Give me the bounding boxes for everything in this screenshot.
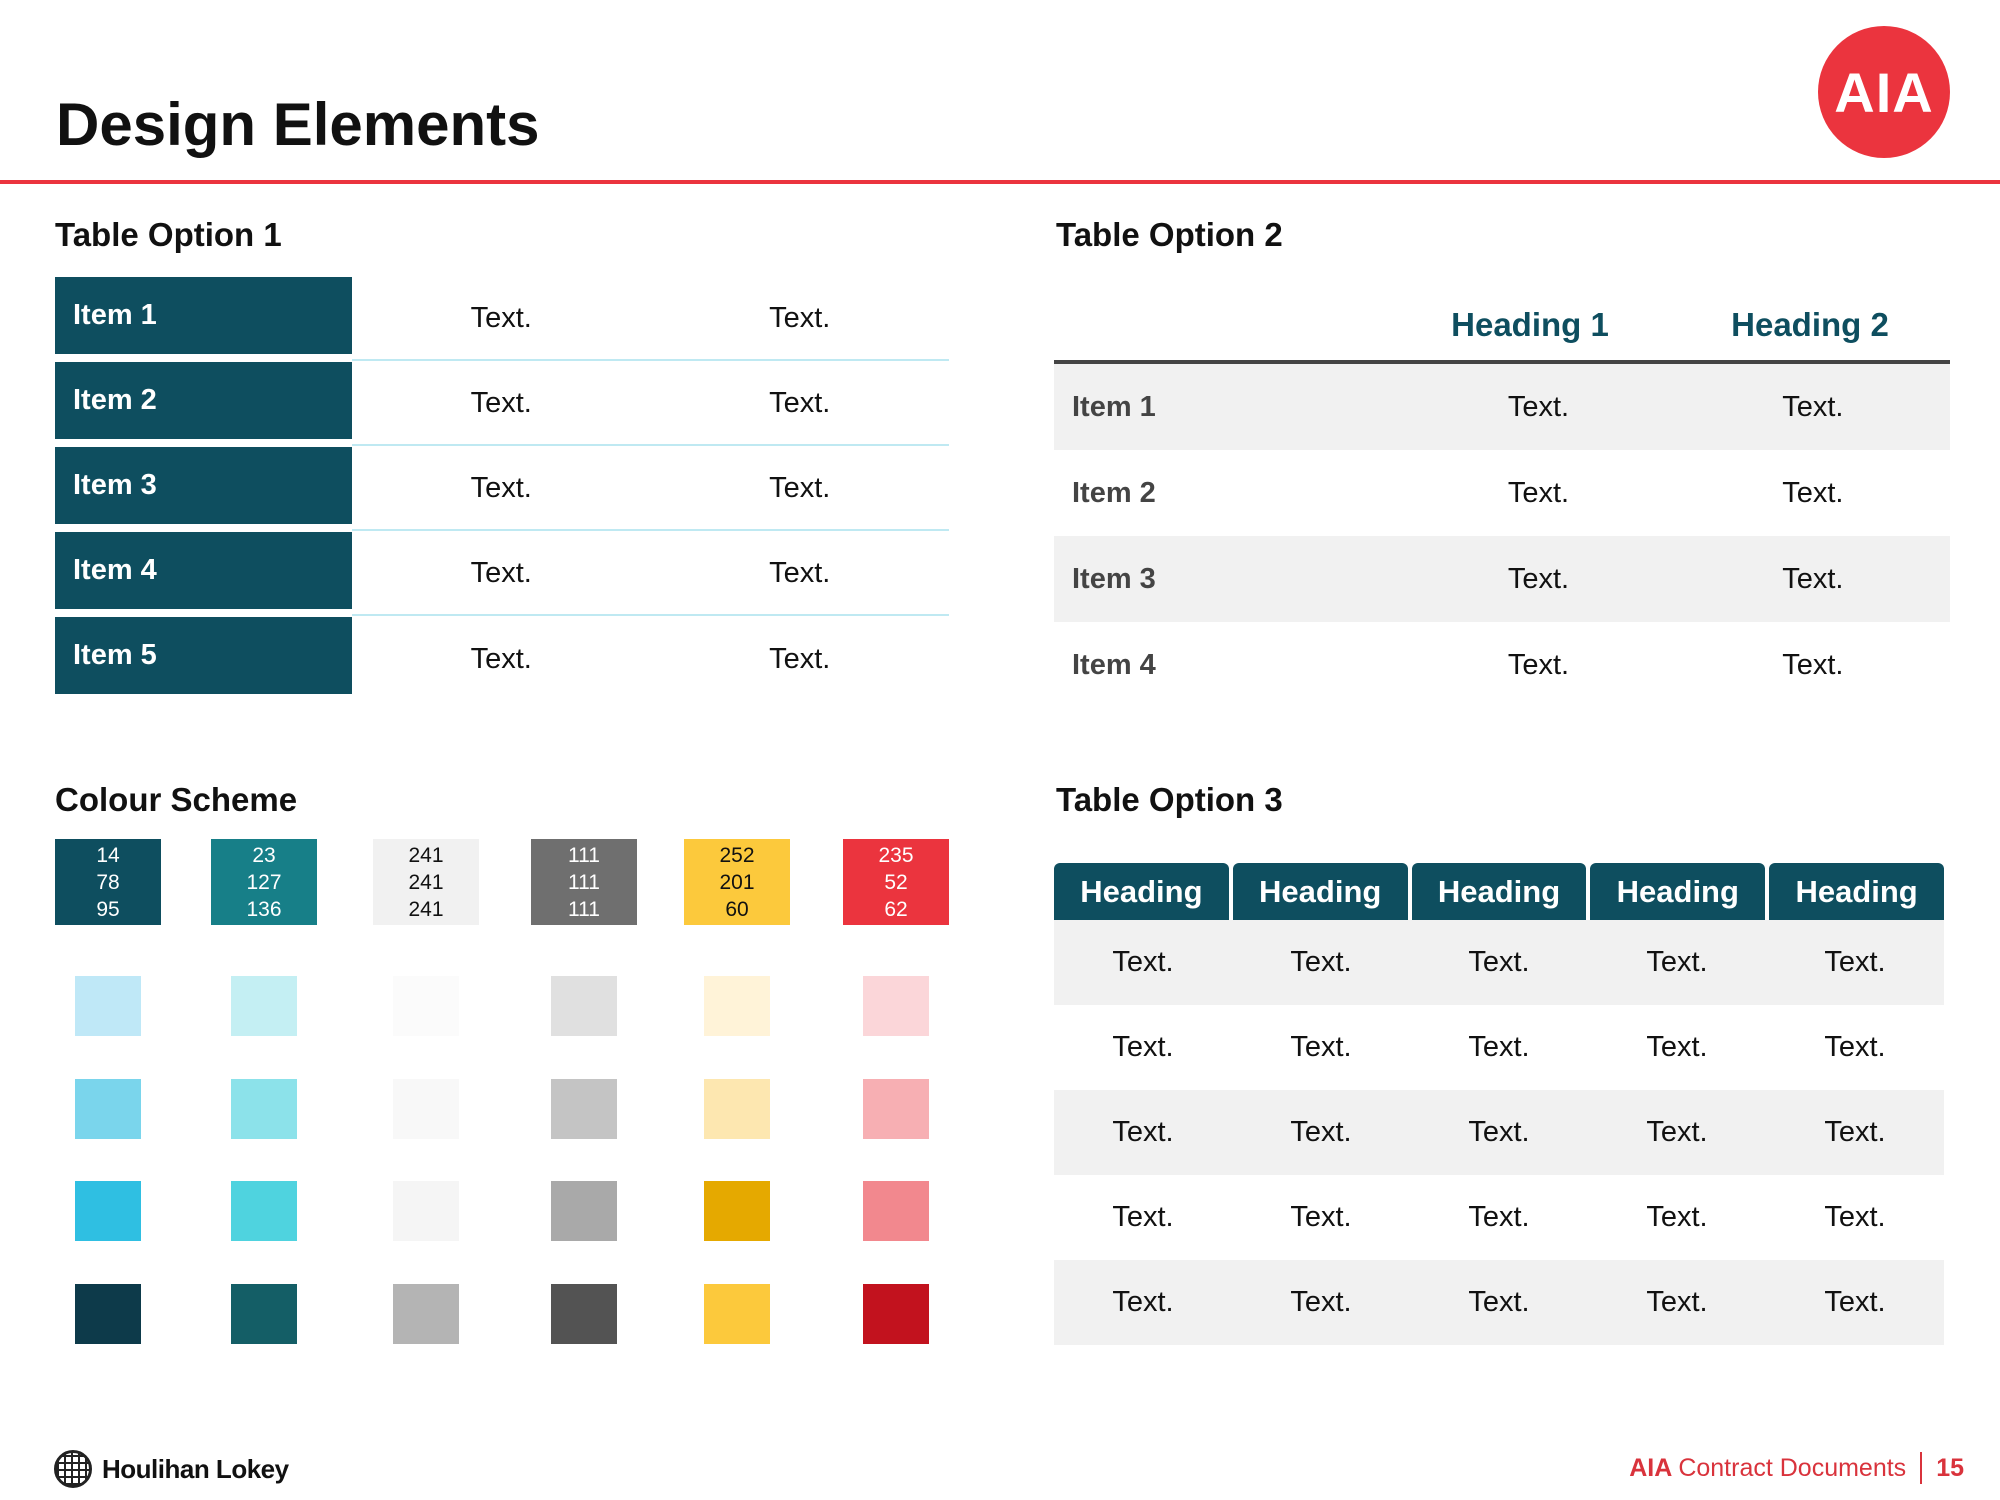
table-cell: Text. [352, 532, 651, 616]
table1-title: Table Option 1 [55, 216, 282, 253]
rgb-value: 235 [878, 843, 914, 867]
rgb-value: 60 [725, 897, 749, 921]
colour-tint-swatch [704, 976, 770, 1036]
table-cell: Text. [470, 642, 532, 675]
table-cell: Text. [1646, 946, 1708, 978]
table-cell: Text. [1824, 1286, 1886, 1318]
header-cell: Heading [1054, 863, 1229, 920]
colour-tint-swatch [231, 1181, 297, 1241]
rgb-value: 52 [884, 870, 908, 894]
title-divider [0, 180, 2000, 184]
table-cell: Text. [651, 532, 950, 616]
colour-swatch [531, 839, 637, 925]
table-row [1054, 622, 1950, 708]
table-cell: Text. [1468, 946, 1530, 978]
colour-swatch [373, 839, 479, 925]
row-item-label: Item 2 [1072, 476, 1156, 509]
table-cell: Text. [1646, 1201, 1708, 1233]
colour-tint-swatch [704, 1284, 770, 1344]
page-title: Design Elements [56, 91, 540, 158]
row-item-label: Item 1 [55, 277, 352, 354]
rgb-value: 95 [96, 897, 120, 921]
colour-tint-swatch [863, 976, 929, 1036]
rgb-value: 252 [719, 843, 755, 867]
table3-title: Table Option 3 [1056, 781, 1283, 818]
table-cell: Text. [1112, 1116, 1174, 1148]
rgb-value: 136 [246, 897, 282, 921]
row-item-label: Item 3 [1072, 562, 1156, 595]
rgb-value: 111 [568, 897, 600, 921]
colour-swatch [843, 839, 949, 925]
header-cell: Heading [1233, 863, 1408, 920]
table-cell: Text. [1824, 1031, 1886, 1063]
row-item-label: Item 2 [55, 362, 352, 439]
table-cell: Text. [1112, 1031, 1174, 1063]
colour-tint-swatch [863, 1181, 929, 1241]
colour-swatch [684, 839, 790, 925]
table-cell: Text. [1646, 1286, 1708, 1318]
colour-tint-swatch [231, 1284, 297, 1344]
header-cell: Heading [1590, 863, 1765, 920]
table-cell: Text. [352, 277, 651, 361]
colour-tint-swatch [863, 1284, 929, 1344]
table-cell: Text. [1782, 476, 1844, 509]
table-cell: Text. [1290, 946, 1352, 978]
colour-tint-swatch [863, 1079, 929, 1139]
row-item-label: Item 5 [55, 617, 352, 694]
table-cell: Text. [1290, 1286, 1352, 1318]
rgb-value: 111 [568, 870, 600, 894]
table-row [1054, 920, 1944, 1005]
rgb-value: 241 [408, 897, 444, 921]
header-cell-empty [1054, 290, 1390, 360]
rgb-value: 241 [408, 843, 444, 867]
table-option-2 [1054, 290, 1950, 708]
footer-brand: AIA [1629, 1453, 1673, 1482]
houlihan-lokey-logo [54, 1450, 289, 1488]
rgb-value: 127 [246, 870, 282, 894]
row-item-label: Item 3 [55, 447, 352, 524]
table-row [1054, 1090, 1944, 1175]
table-cell: Text. [352, 447, 651, 531]
table-row [55, 362, 949, 447]
table-cell: Text. [1290, 1201, 1352, 1233]
colour-tint-swatch [75, 1284, 141, 1344]
table-cell: Text. [769, 642, 831, 675]
table-row [1054, 1260, 1944, 1345]
colour-tint-swatch [231, 1079, 297, 1139]
footer-doc-name: Contract Documents [1678, 1453, 1907, 1482]
company-name: Houlihan Lokey [102, 1453, 289, 1484]
colour-tint-swatch [393, 1284, 459, 1344]
table-cell: Text. [352, 362, 651, 446]
colour-tint-swatch [393, 1079, 459, 1139]
colour-scheme-title: Colour Scheme [55, 781, 298, 818]
header-cell: Heading [1769, 863, 1944, 920]
colour-tint-swatch [551, 1181, 617, 1241]
table-cell: Text. [651, 277, 950, 361]
row-item-label: Item 1 [1072, 390, 1156, 423]
colour-swatch [211, 839, 317, 925]
table-cell: Text. [651, 447, 950, 531]
footer-separator [1920, 1452, 1922, 1484]
colour-tint-swatch [75, 1079, 141, 1139]
row-item-label: Item 4 [1072, 648, 1156, 681]
rgb-value: 201 [719, 870, 755, 894]
table-row [55, 617, 949, 702]
header-cell: Heading 1 [1451, 306, 1609, 343]
table-cell: Text. [1646, 1116, 1708, 1148]
table-cell: Text. [1468, 1201, 1530, 1233]
table-row [1054, 1175, 1944, 1260]
table-cell: Text. [651, 362, 950, 446]
table-cell: Text. [1112, 946, 1174, 978]
table-row [1054, 536, 1950, 622]
rgb-value: 62 [884, 897, 908, 921]
table-cell: Text. [1507, 390, 1570, 423]
rgb-value: 241 [408, 870, 444, 894]
rgb-value: 78 [96, 870, 120, 894]
colour-tint-swatch [393, 1181, 459, 1241]
table-cell: Text. [1824, 1201, 1886, 1233]
colour-tint-swatch [551, 976, 617, 1036]
table-cell: Text. [1824, 946, 1886, 978]
table-cell: Text. [1507, 562, 1570, 595]
rgb-value: 14 [96, 843, 120, 867]
rgb-value: 111 [568, 843, 600, 867]
colour-tint-swatch [551, 1079, 617, 1139]
table-cell: Text. [1468, 1286, 1530, 1318]
table-cell: Text. [1507, 476, 1570, 509]
table-cell: Text. [1112, 1201, 1174, 1233]
table-cell: Text. [1468, 1116, 1530, 1148]
table-cell: Text. [1824, 1116, 1886, 1148]
aia-logo: AIA [1818, 26, 1950, 158]
table-row [1054, 450, 1950, 536]
colour-tint-swatch [75, 976, 141, 1036]
table-row [1054, 1005, 1944, 1090]
table-header-row [1054, 290, 1950, 364]
header-cell: Heading 2 [1731, 306, 1889, 343]
table-cell: Text. [1290, 1116, 1352, 1148]
rgb-value: 23 [252, 843, 276, 867]
header-cell: Heading [1412, 863, 1587, 920]
colour-tint-swatch [231, 976, 297, 1036]
colour-tint-swatch [75, 1181, 141, 1241]
table-cell: Text. [1782, 648, 1844, 681]
table-cell: Text. [1468, 1031, 1530, 1063]
table-cell: Text. [1646, 1031, 1708, 1063]
table-header-row [1054, 863, 1944, 920]
page-number: 15 [1936, 1453, 1964, 1482]
table-cell: Text. [1290, 1031, 1352, 1063]
colour-tint-swatch [704, 1181, 770, 1241]
colour-tint-swatch [393, 976, 459, 1036]
table-option-3 [1054, 863, 1944, 1345]
row-item-label: Item 4 [55, 532, 352, 609]
table-row [55, 532, 949, 617]
table-cell: Text. [1782, 390, 1844, 423]
colour-tint-swatch [704, 1079, 770, 1139]
table-option-1 [55, 277, 949, 702]
table-cell: Text. [1112, 1286, 1174, 1318]
table2-title: Table Option 2 [1056, 216, 1283, 253]
table-row [55, 277, 949, 362]
footer-doc-label [1629, 1452, 1964, 1484]
colour-tint-swatch [551, 1284, 617, 1344]
table-row [55, 447, 949, 532]
table-cell: Text. [1782, 562, 1844, 595]
table-cell: Text. [1507, 648, 1570, 681]
colour-swatch [55, 839, 161, 925]
table-row [1054, 364, 1950, 450]
globe-icon [54, 1450, 92, 1488]
